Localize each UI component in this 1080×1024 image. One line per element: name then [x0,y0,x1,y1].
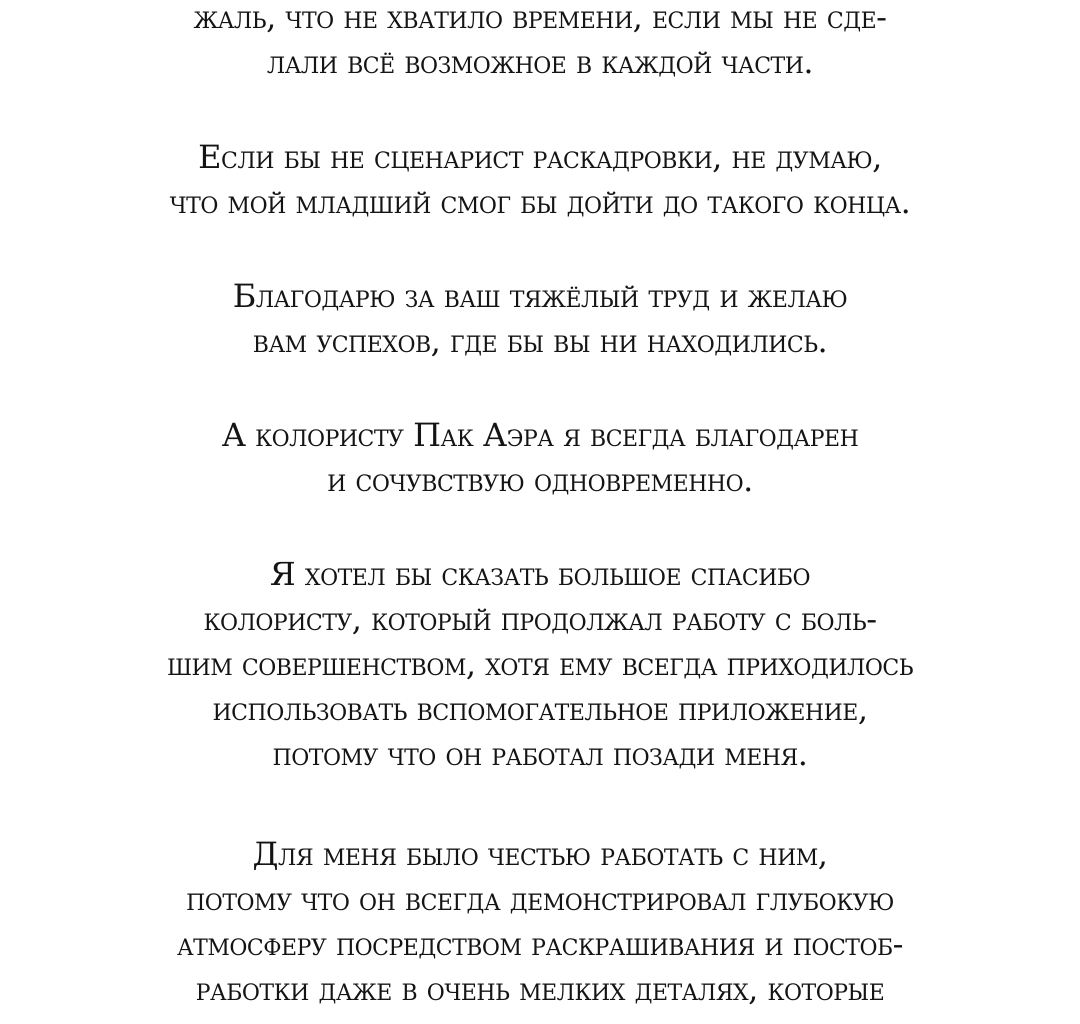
paragraph-honor [0,832,1080,1012]
text-line: А колористу Пак Аэра я всегда благодарен [221,416,859,454]
text-line: атмосферу посредством раскрашивания и постоб- [177,925,903,963]
text-line: шим совершенством, хотя ему всегда приходилось [166,645,914,683]
text-line: потому что он работал позади меня. [272,735,808,773]
text-line: потому что он всегда демонстрировал глубокую [186,880,894,918]
paragraph-gratitude [0,274,1080,364]
paragraph-colorist-thanks [0,552,1080,777]
text-line: Благодарю за ваш тяжёлый труд и желаю [232,277,848,315]
text-line: Для меня было честью работать с ним, [252,835,828,873]
text-line: работки даже в очень мелких деталях, которые [195,970,885,1008]
paragraph-colorist-park [0,413,1080,503]
text-line: вам успехов, где бы вы ни находились. [252,322,828,360]
paragraph-storyboard-writer [0,135,1080,225]
text-line: и сочувствую одновременно. [327,461,753,499]
text-line: лали всё возможное в каждой части. [266,43,814,81]
paragraph-time-regret [0,0,1080,85]
text-line: колористу, который продолжал работу с боль- [203,600,877,638]
text-line: жаль, что не хватило времени, если мы не сде- [193,0,887,36]
text-line: Если бы не сценарист раскадровки, не думаю, [198,138,882,176]
text-line: что мой младший смог бы дойти до такого конца. [169,183,911,221]
text-line: Я хотел бы сказать большое спасибо [269,555,811,593]
text-line: использовать вспомогательное приложение, [212,690,868,728]
